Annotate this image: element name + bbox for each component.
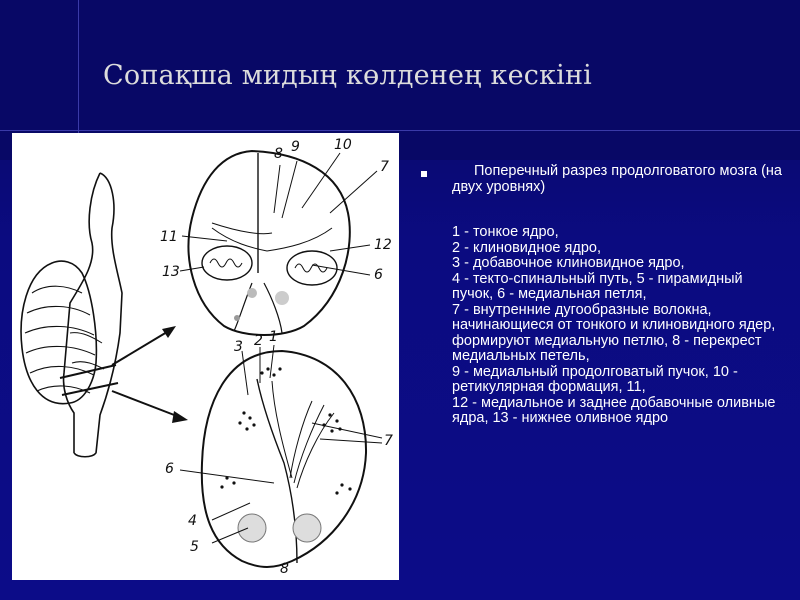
cerebellum-drawing bbox=[21, 261, 96, 404]
upper-label-6: 6 bbox=[374, 267, 383, 283]
arrow-to-lower-section bbox=[112, 391, 182, 418]
upper-label-9: 9 bbox=[291, 139, 300, 155]
bullet-marker bbox=[421, 171, 427, 177]
upper-label-8: 8 bbox=[274, 146, 283, 162]
upper-label-13: 13 bbox=[162, 264, 180, 280]
upper-label-10: 10 bbox=[334, 137, 352, 153]
upper-label-7: 7 bbox=[380, 159, 389, 175]
lower-label-4: 4 bbox=[188, 513, 197, 529]
decor-horizontal-line bbox=[0, 130, 800, 131]
brainstem-drawing bbox=[64, 173, 122, 457]
legend-text: 1 - тонкое ядро, 2 - клиновидное ядро, 3 - добавочное клиновидное ядро, 4 - текто-спинальный путь, 5 - пирамидный пучок, 6 - медиальная петля, 7 - внутренние дугообразные волокна, начинающиеся от тонкого и клиновидного ядер, формируют медиальную петлю, 8 - перекрест медиальных петель, 9 - медиальный продолговатый пучок, 10 - ретикулярная формация, 11, 12 - медиальное и заднее добавочные оливные ядра, 13 - нижнее оливное ядро bbox=[452, 224, 776, 426]
arrow-to-upper-section bbox=[112, 329, 172, 365]
lower-section bbox=[202, 351, 366, 567]
description-block bbox=[452, 164, 782, 427]
description-intro: Поперечный разрез продолговатого мозга (на двух уровнях) bbox=[452, 163, 782, 195]
lower-label-7: 7 bbox=[384, 433, 393, 449]
medulla-cross-section-figure bbox=[12, 133, 399, 580]
slide-title: Сопақша мидың көлденең кескіні bbox=[103, 60, 593, 91]
upper-label-12: 12 bbox=[374, 237, 392, 253]
lower-label-2: 2 bbox=[254, 333, 263, 349]
upper-section bbox=[189, 151, 350, 335]
lower-label-6: 6 bbox=[165, 461, 174, 477]
decor-vertical-line bbox=[78, 0, 79, 135]
lower-label-8: 8 bbox=[280, 561, 289, 577]
lower-label-5: 5 bbox=[190, 539, 199, 555]
lower-label-3: 3 bbox=[234, 339, 243, 355]
upper-label-11: 11 bbox=[160, 229, 178, 245]
medulla-illustration bbox=[12, 133, 399, 580]
lower-label-1: 1 bbox=[269, 329, 278, 345]
